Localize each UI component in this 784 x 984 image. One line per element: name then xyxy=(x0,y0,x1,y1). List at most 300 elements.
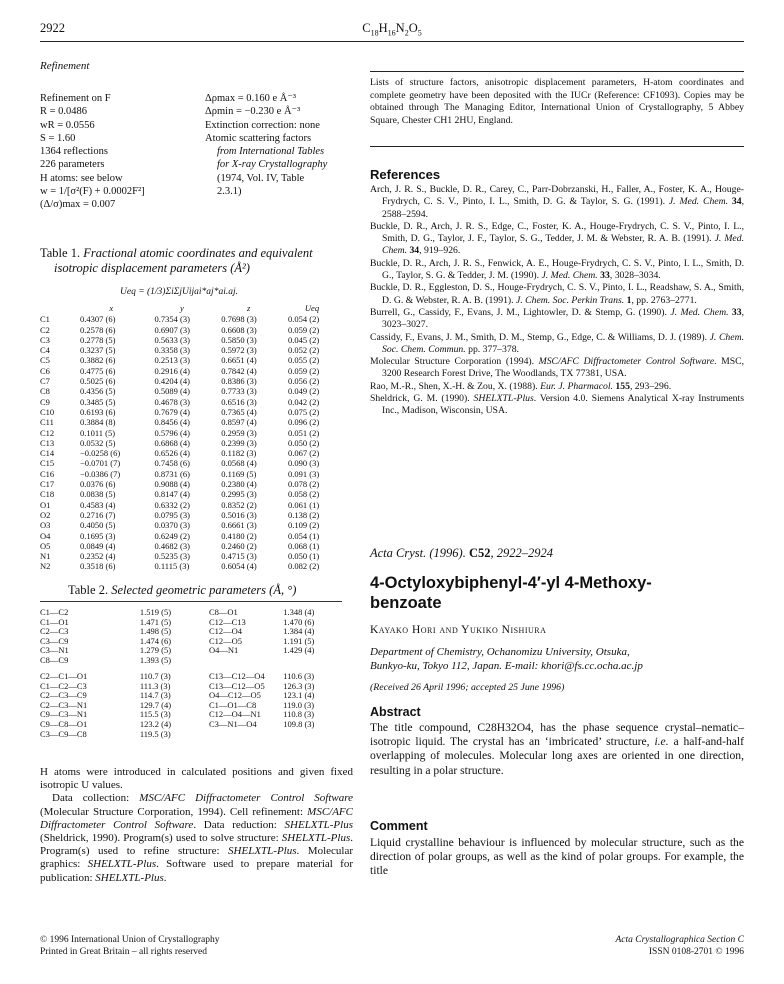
geometry-label: C3—C9 xyxy=(40,635,69,646)
refinement-right-line: Δρmax = 0.160 e Å⁻³ xyxy=(205,93,297,104)
left-body-text xyxy=(40,766,353,885)
coordinate-cell: −0.0386 (7) xyxy=(80,468,121,479)
coordinate-cell: 0.0795 (3) xyxy=(154,509,190,520)
journal-volume: C52 xyxy=(468,546,491,560)
coordinate-cell: −0.0258 (6) xyxy=(80,448,121,459)
table-row xyxy=(40,366,342,376)
coordinate-cell: 0.5089 (4) xyxy=(154,386,190,397)
coordinate-cell: 0.058 (2) xyxy=(288,489,320,500)
refinement-right-line: (1974, Vol. IV, Table xyxy=(217,172,305,184)
atom-label: C6 xyxy=(40,365,50,376)
geometry-label: C3—C9—C8 xyxy=(40,728,87,739)
geometry-label: C2—C3—C9 xyxy=(40,690,87,701)
table-row xyxy=(40,376,342,386)
reference-volume: 155 xyxy=(615,380,630,392)
table-row xyxy=(40,551,342,561)
reference-authors: Rao, M.-R., Shen, X.-H. & Zou, X. (1988). xyxy=(370,380,541,392)
data-collection-paragraph xyxy=(40,792,353,884)
atom-label: N1 xyxy=(40,551,51,562)
geometry-label: O4—C12—O5 xyxy=(208,690,261,701)
coordinate-cell: 0.5633 (3) xyxy=(154,334,190,345)
coordinate-cell: 0.4682 (3) xyxy=(154,540,190,551)
coordinate-cell: 0.5235 (3) xyxy=(154,551,190,562)
coordinate-cell: 0.059 (2) xyxy=(288,324,320,335)
coordinate-cell: 0.109 (2) xyxy=(288,520,320,531)
geometry-value: 1.471 (5) xyxy=(139,616,172,627)
coordinate-cell: 0.054 (2) xyxy=(288,314,320,325)
reference-pages: , 919–926. xyxy=(419,245,461,257)
geometry-value: 119.0 (3) xyxy=(283,699,315,710)
abstract-sentence: a half-and-half overlapping of molecules. Molecular long axes are oriented in one direction, resulting in a polar structure. xyxy=(370,735,744,777)
reference-item xyxy=(370,393,744,418)
abstract-sentence: The title compound, C28H32O4, has the phase sequence crystal–nematic–isotropic liquid. The crystal has an ‘imbricated’ structure, xyxy=(370,721,744,749)
references-heading: References xyxy=(370,167,441,182)
table-row xyxy=(40,438,342,448)
geometry-value: 123.2 (4) xyxy=(139,718,172,729)
coordinate-cell: 0.096 (2) xyxy=(288,417,320,428)
coordinate-cell: 0.4204 (4) xyxy=(154,376,190,387)
reference-authors: Molecular Structure Corporation (1994). xyxy=(370,356,539,368)
coordinate-cell: 0.4307 (6) xyxy=(80,314,116,325)
geometry-label: C3—N1 xyxy=(40,645,69,656)
coordinate-cell: 0.042 (2) xyxy=(288,396,320,407)
paragraph-text: (Sheldrick, 1990). Program(s) used to solve structure: xyxy=(40,832,282,845)
geometry-label: C12—C13 xyxy=(208,616,246,627)
title-line1: 4-Octyloxybiphenyl-4′-yl 4-Methoxy- xyxy=(370,574,652,592)
coordinate-cell: 0.4050 (5) xyxy=(80,520,116,531)
journal-name: Acta Cryst. xyxy=(370,546,427,560)
coordinates-table xyxy=(40,303,342,572)
table-row xyxy=(40,646,342,656)
coordinate-cell: 0.8456 (4) xyxy=(154,417,190,428)
journal-year: (1996). xyxy=(429,546,466,560)
table2-prefix: Table 2. xyxy=(68,583,109,597)
reference-item xyxy=(370,332,744,357)
refinement-right-line: for X-ray Crystallography xyxy=(217,159,328,171)
refinement-heading: Refinement xyxy=(40,60,90,72)
received-dates: (Received 26 April 1996; accepted 25 June 1996) xyxy=(370,682,565,693)
coordinate-cell: 0.7842 (4) xyxy=(221,365,257,376)
geometry-label: C12—O4 xyxy=(208,626,243,637)
coordinate-cell: 0.5025 (6) xyxy=(80,376,116,387)
coordinate-cell: 0.8352 (2) xyxy=(221,499,257,510)
affiliation xyxy=(370,646,744,673)
affiliation-line1: Department of Chemistry, Ochanomizu University, Otsuka, xyxy=(370,646,630,658)
coordinate-cell: 0.090 (3) xyxy=(288,458,320,469)
table-row xyxy=(40,345,342,355)
table-row xyxy=(40,407,342,417)
geometry-label: C13—C12—O4 xyxy=(208,671,265,681)
coordinate-cell: 0.045 (2) xyxy=(288,334,320,345)
geometry-label: C9—C8—O1 xyxy=(40,718,88,729)
coordinate-cell: 0.9088 (4) xyxy=(154,479,190,490)
coordinate-cell: 0.4356 (5) xyxy=(80,386,116,397)
geometry-value: 1.498 (5) xyxy=(139,626,172,637)
table2-rule xyxy=(40,601,342,602)
coordinate-cell: 0.6651 (4) xyxy=(221,355,257,366)
software-name: SHELXTL-Plus xyxy=(284,818,353,831)
geometry-label: C3—N1—O4 xyxy=(208,718,257,729)
refinement-right-line: from International Tables xyxy=(217,146,325,158)
coordinate-cell: 0.4583 (4) xyxy=(80,499,116,510)
coordinate-cell: 0.075 (2) xyxy=(288,406,320,417)
reference-journal: SHELXTL-Plus xyxy=(473,393,534,405)
column-header: y xyxy=(179,303,184,313)
table-row xyxy=(40,386,342,396)
reference-authors: Cassidy, F., Evans, J. M., Smith, D. M., Stemp, G., Edge, C. & Williams, D. J. (1989). xyxy=(370,331,710,343)
geometry-value xyxy=(283,656,342,666)
coordinate-cell: 0.1115 (3) xyxy=(154,561,190,572)
software-name: MSC/AFC Diffractometer Control Software xyxy=(139,792,353,805)
coordinate-cell: 0.061 (1) xyxy=(288,499,320,510)
refinement-right-line: Extinction correction: none xyxy=(205,119,320,131)
geometry-value: 1.279 (5) xyxy=(139,645,172,656)
coordinate-cell: 0.3237 (5) xyxy=(80,345,116,356)
atom-label: C5 xyxy=(40,355,50,366)
geometry-value: 1.429 (4) xyxy=(283,645,315,656)
table1-caption xyxy=(40,246,353,276)
reference-authors: Buckle, D. R., Arch, J. R. S., Edge, C., Foster, K. A., Houge-Frydrych, C. S. V., Pinto, I. L., Smith, D. G., Taylor, J. F., Taylor, S. G., Tedder, J. M. & Webster, R. A. B. (1991). xyxy=(370,220,744,245)
refinement-left-line: wR = 0.0556 xyxy=(40,119,95,131)
atom-label: O3 xyxy=(40,520,51,531)
reference-journal: J. Med. Chem. xyxy=(670,306,729,318)
geometry-value: 111.3 (3) xyxy=(139,680,171,691)
geometry-value: 1.519 (5) xyxy=(139,607,172,617)
coordinate-cell: 0.2352 (4) xyxy=(80,551,116,562)
atom-label: C12 xyxy=(40,427,55,438)
deposit-note: Lists of structure factors, anisotropic displacement parameters, H-atom coordinates and complete geometry have been deposited with the IUCr (Reference: CF1093). Copies may be obtained through The Managing Editor, International Union of Crystallography, 5 Abbey Square, Chester CH1 2HU, England. xyxy=(370,77,744,126)
geometry-value xyxy=(283,730,342,740)
coordinate-cell: −0.0701 (7) xyxy=(80,458,121,469)
table-row xyxy=(40,428,342,438)
coordinate-cell: 0.5016 (3) xyxy=(221,509,257,520)
coordinate-cell: 0.1169 (5) xyxy=(221,468,257,479)
atom-label: C16 xyxy=(40,468,55,479)
coordinate-cell: 0.3882 (6) xyxy=(80,355,116,366)
table1-prefix: Table 1. xyxy=(40,246,81,260)
geometry-label: C1—C2 xyxy=(40,607,69,617)
coordinate-cell: 0.3358 (3) xyxy=(154,345,190,356)
reference-authors: Arch, J. R. S., Buckle, D. R., Carey, C., Parr-Dobrzanski, H., Faller, A., Foster, K. A., Houge-Frydrych, C. S. V., Pinto, I. L., Smith, D. G. & Taylor, S. G. (1991). xyxy=(370,184,744,208)
column-header: z xyxy=(246,303,251,313)
coordinate-cell: 0.2716 (7) xyxy=(80,509,116,520)
coordinate-cell: 0.7458 (6) xyxy=(154,458,190,469)
geometry-value: 1.348 (4) xyxy=(283,607,315,617)
table-row xyxy=(40,355,342,365)
table-row xyxy=(40,531,342,541)
table-row xyxy=(40,656,342,666)
coordinate-cell: 0.6526 (4) xyxy=(154,448,190,459)
coordinate-cell: 0.6193 (6) xyxy=(80,406,116,417)
coordinate-cell: 0.050 (1) xyxy=(288,551,320,562)
geometry-value: 1.474 (6) xyxy=(139,635,172,646)
geometry-label: C1—O1 xyxy=(40,616,69,627)
reference-item xyxy=(370,221,744,258)
coordinate-cell: 0.6054 (4) xyxy=(221,561,257,572)
coordinate-cell: 0.7698 (3) xyxy=(221,314,257,325)
coordinate-cell: 0.4775 (6) xyxy=(80,365,116,376)
table-row xyxy=(40,510,342,520)
table-row xyxy=(40,489,342,499)
table2-caption-text: Selected geometric parameters (Å, °) xyxy=(111,583,297,597)
geometry-label: C1—O1—C8 xyxy=(208,699,257,710)
reference-volume: 34 xyxy=(731,196,742,208)
footer-right xyxy=(615,935,744,958)
table2-caption xyxy=(68,583,296,598)
reference-authors: Burrell, G., Cassidy, F., Evans, J. M., Lightowler, D. & Stemp, G. (1990). xyxy=(370,306,671,318)
reference-volume: 1 xyxy=(626,294,632,306)
geometry-label xyxy=(201,656,283,666)
coordinate-cell: 0.078 (2) xyxy=(288,479,320,490)
coordinate-cell: 0.056 (2) xyxy=(288,376,320,387)
refinement-left-line: 226 parameters xyxy=(40,159,105,171)
reference-journal: J. Chem. Soc. Perkin Trans. xyxy=(516,294,625,306)
reference-pages: , 293–296. xyxy=(629,380,672,392)
geometry-value: 114.7 (3) xyxy=(139,690,171,701)
table-row xyxy=(40,500,342,510)
column-header: Ueq xyxy=(304,303,320,313)
h-atoms-paragraph: H atoms were introduced in calculated positions and given fixed isotropic U values. xyxy=(40,766,353,792)
refinement-right-column xyxy=(205,92,355,198)
coordinate-cell: 0.3884 (8) xyxy=(80,417,116,428)
geometry-label: C13—C12—O5 xyxy=(208,680,265,691)
reference-volume: 33 xyxy=(600,270,610,282)
atom-label: C14 xyxy=(40,448,55,459)
reference-text: . Version 4.0. Siemens Analytical X-ray Instruments Inc., Madison, Wisconsin, USA. xyxy=(382,393,744,417)
coordinate-cell: 0.091 (3) xyxy=(288,468,320,479)
reference-item xyxy=(370,184,744,221)
atom-label: C18 xyxy=(40,489,55,500)
coordinate-cell: 0.8597 (4) xyxy=(221,417,257,428)
coordinate-cell: 0.4715 (3) xyxy=(221,551,257,562)
coordinate-cell: 0.054 (1) xyxy=(288,530,320,541)
coordinate-cell: 0.082 (2) xyxy=(288,561,320,572)
coordinate-cell: 0.8147 (4) xyxy=(154,489,190,500)
atom-label: C15 xyxy=(40,458,55,469)
reference-volume: 33 xyxy=(731,306,742,318)
software-name: SHELXTL-Plus xyxy=(281,832,351,845)
reference-pages: , 2588–2594. xyxy=(382,196,744,220)
reference-authors: Sheldrick, G. M. (1990). xyxy=(370,393,474,405)
geometry-value: 1.393 (5) xyxy=(139,654,172,665)
coordinate-cell: 0.068 (1) xyxy=(288,540,320,551)
reference-volume: 34 xyxy=(409,245,420,257)
refinement-left-line: H atoms: see below xyxy=(40,172,123,184)
table-row xyxy=(40,417,342,427)
copyright: © 1996 International Union of Crystallography xyxy=(40,935,220,945)
atom-label: O5 xyxy=(40,540,51,551)
coordinate-cell: 0.4180 (2) xyxy=(221,530,257,541)
coordinate-cell: 0.6907 (3) xyxy=(154,324,190,335)
journal-section: Acta Crystallographica Section C xyxy=(615,935,744,945)
coordinate-cell: 0.7354 (3) xyxy=(154,314,190,325)
journal-pages: , 2922–2924 xyxy=(490,546,553,560)
table1-caption-line2: isotropic displacement parameters (Å²) xyxy=(54,261,250,275)
issn: ISSN 0108-2701 © 1996 xyxy=(648,946,744,957)
software-name: MSC/AFC Diffractometer Control Software xyxy=(40,805,353,831)
coordinate-cell: 0.0370 (3) xyxy=(154,520,190,531)
coordinate-cell: 0.6249 (2) xyxy=(154,530,190,541)
geometry-label: C12—O4—N1 xyxy=(208,709,261,720)
table-row xyxy=(40,479,342,489)
reference-pages: , pp. 2763–2771. xyxy=(631,294,697,306)
coordinate-cell: 0.7365 (4) xyxy=(221,406,257,417)
coordinate-cell: 0.1011 (5) xyxy=(80,427,116,438)
reference-journal: J. Med. Chem. xyxy=(382,233,744,257)
coordinate-cell: 0.138 (2) xyxy=(288,509,320,520)
coordinate-cell: 0.5850 (3) xyxy=(221,334,257,345)
comment-text: Liquid crystalline behaviour is influenced by molecular structure, such as the direction of polar groups, as well as the kind of polar groups. For example, the title xyxy=(370,836,744,878)
refinement-right-line: Atomic scattering factors xyxy=(205,132,312,144)
coordinate-cell: 0.052 (2) xyxy=(288,345,320,356)
geometry-value: 1.384 (4) xyxy=(283,626,315,637)
geometry-value: 115.5 (3) xyxy=(139,709,171,720)
software-name: SHELXTL-Plus xyxy=(228,845,297,858)
geometry-value: 129.7 (4) xyxy=(139,699,172,710)
atom-label: C4 xyxy=(40,345,50,356)
table-row xyxy=(40,314,342,324)
ueq-formula: Ueq = (1/3)ΣiΣjUijai*aj*ai.aj. xyxy=(120,287,238,297)
coordinate-cell: 0.6661 (3) xyxy=(221,520,257,531)
coordinate-cell: 0.2778 (5) xyxy=(80,334,116,345)
geometry-label: C8—O1 xyxy=(208,607,238,617)
paragraph-text: . xyxy=(163,871,167,884)
article-title xyxy=(370,573,744,613)
coordinate-cell: 0.059 (2) xyxy=(288,365,320,376)
atom-label: C17 xyxy=(40,479,55,490)
coordinate-cell: 0.2916 (4) xyxy=(154,365,190,376)
refinement-right-line: 2.3.1) xyxy=(217,186,242,198)
atom-label: C2 xyxy=(40,324,50,335)
printed-note: Printed in Great Britain – all rights reserved xyxy=(40,946,207,957)
table-row xyxy=(40,730,342,740)
reference-item xyxy=(370,356,744,381)
atom-label: C7 xyxy=(40,376,50,387)
refinement-left-line: 1364 reflections xyxy=(40,146,108,158)
geometry-label: C2—C3 xyxy=(40,626,69,637)
software-name: SHELXTL-Plus xyxy=(87,858,157,871)
coordinate-cell: 0.055 (2) xyxy=(288,355,320,366)
table-row xyxy=(40,397,342,407)
angles-table xyxy=(40,672,342,739)
geometry-label: C2—C3—N1 xyxy=(40,699,88,710)
geometry-label xyxy=(201,730,283,740)
reference-item xyxy=(370,258,744,283)
refinement-left-line: w = 1/[σ²(F) + 0.0002F²] xyxy=(40,186,145,198)
box-rule-bottom xyxy=(370,146,744,147)
coordinate-cell: 0.6516 (3) xyxy=(221,396,257,407)
atom-label: C10 xyxy=(40,406,55,417)
reference-authors: Buckle, D. R., Arch, J. R. S., Fenwick, A. E., Houge-Frydrych, C. S. V., Pinto, I. L., Smith, D. G., Taylor, S. G. & Tedder, J. M. (1990). xyxy=(370,257,744,282)
paragraph-text: . Molecular graphics: xyxy=(40,845,353,871)
atom-label: C11 xyxy=(40,417,54,428)
reference-pages: , 3023–3027. xyxy=(382,306,744,331)
refinement-left-column xyxy=(40,92,200,212)
reference-journal: MSC/AFC Diffractometer Control Software xyxy=(538,356,715,368)
geometry-value: 1.470 (6) xyxy=(283,616,315,627)
bonds-table xyxy=(40,608,342,666)
table-row xyxy=(40,458,342,468)
paragraph-text: Data collection: xyxy=(52,792,140,805)
authors xyxy=(370,624,744,636)
table-row xyxy=(40,520,342,530)
coordinate-cell: 0.049 (2) xyxy=(288,386,320,397)
refinement-right-line: Δρmin = −0.230 e Å⁻³ xyxy=(205,106,301,118)
coordinate-cell: 0.051 (2) xyxy=(288,427,320,438)
coordinate-cell: 0.0532 (5) xyxy=(80,437,116,448)
atom-label: O4 xyxy=(40,530,51,541)
geometry-value: 110.8 (3) xyxy=(283,709,315,720)
atom-label: N2 xyxy=(40,561,51,572)
coordinate-cell: 0.1695 (3) xyxy=(80,530,116,541)
coordinate-cell: 0.7733 (3) xyxy=(221,386,257,397)
box-rule-top xyxy=(370,71,744,72)
atom-label: O1 xyxy=(40,499,51,510)
paragraph-text: . Software used to prepare material for publication: xyxy=(40,858,353,884)
geometry-label: C9—C3—N1 xyxy=(40,709,88,720)
atom-label: C8 xyxy=(40,386,50,397)
reference-item xyxy=(370,381,744,393)
coordinate-cell: 0.4678 (3) xyxy=(154,396,190,407)
geometry-label: C2—C1—O1 xyxy=(40,671,88,681)
refinement-left-line: S = 1.60 xyxy=(40,132,76,144)
paragraph-text: (Molecular Structure Corporation, 1994). Cell refinement: xyxy=(40,805,308,818)
geometry-value: 1.191 (5) xyxy=(283,635,315,646)
reference-journal: J. Med. Chem. xyxy=(668,196,729,208)
coordinate-cell: 0.0849 (4) xyxy=(80,540,116,551)
coordinate-cell: 0.2460 (2) xyxy=(221,540,257,551)
geometry-label: C1—C2—C3 xyxy=(40,680,87,691)
article-citation xyxy=(370,546,744,561)
coordinate-cell: 0.8386 (3) xyxy=(221,376,257,387)
geometry-label: C12—O5 xyxy=(208,635,243,646)
geometry-value: 110.6 (3) xyxy=(283,671,315,681)
geometry-label: O4—N1 xyxy=(208,645,239,656)
table-row xyxy=(40,561,342,571)
software-name: SHELXTL-Plus xyxy=(95,871,164,884)
running-formula: $C_{18}H_{16}N_2O_5$ xyxy=(362,21,422,38)
geometry-value: 119.5 (3) xyxy=(139,728,171,739)
geometry-value: 110.7 (3) xyxy=(139,671,171,681)
atom-label: C9 xyxy=(40,396,50,407)
reference-authors: Buckle, D. R., Eggleston, D. S., Houge-Frydrych, C. S. V., Pinto, I. L., Readshaw, S. A., Smith, D. G. & Webster, R. A. B. (1991). xyxy=(370,282,744,306)
coordinate-cell: 0.067 (2) xyxy=(288,448,320,459)
reference-text: . MSC, 3200 Research Forest Drive, The Woodlands, TX 77381, USA. xyxy=(382,356,745,380)
paragraph-text: . Data reduction: xyxy=(193,818,285,831)
atom-label: C1 xyxy=(40,314,50,325)
atom-label: C3 xyxy=(40,334,50,345)
coordinate-cell: 0.2380 (4) xyxy=(221,479,257,490)
coordinate-cell: 0.1182 (3) xyxy=(221,448,257,459)
authors-text: Kayako Hori and Yukiko Nishiura xyxy=(370,624,547,636)
atom-label: C13 xyxy=(40,437,55,448)
references-list xyxy=(370,184,744,418)
coordinate-cell: 0.6868 (4) xyxy=(154,437,190,448)
coordinate-cell: 0.0376 (6) xyxy=(80,479,116,490)
reference-pages: , 3028–3034. xyxy=(609,270,661,282)
table-row xyxy=(40,335,342,345)
coordinate-cell: 0.0838 (5) xyxy=(80,489,116,500)
refinement-left-line: R = 0.0486 xyxy=(40,106,88,118)
title-line2: benzoate xyxy=(370,594,442,612)
geometry-value: 126.3 (3) xyxy=(283,680,315,691)
coordinate-cell: 0.8731 (6) xyxy=(154,468,190,479)
refinement-left-line: (Δ/σ)max = 0.007 xyxy=(40,199,116,211)
coordinate-cell: 0.5796 (4) xyxy=(154,427,190,438)
table-row xyxy=(40,325,342,335)
coordinate-cell: 0.3518 (6) xyxy=(80,561,116,572)
atom-label: O2 xyxy=(40,509,51,520)
